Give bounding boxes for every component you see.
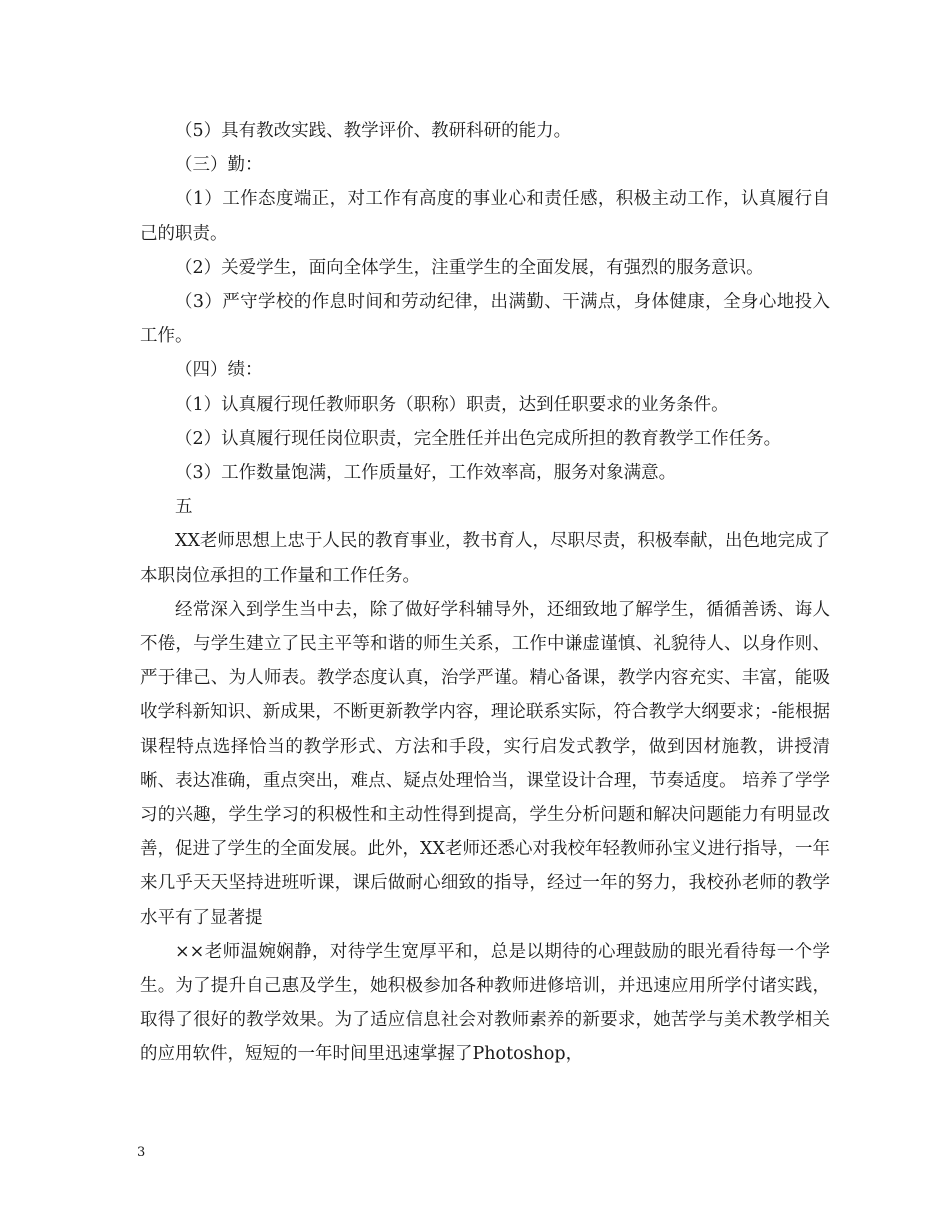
paragraph-performance-2: （2）认真履行现任岗位职责，完全胜任并出色完成所担的教育教学工作任务。 (175, 428, 782, 449)
heading-performance: （四）绩： (175, 360, 263, 381)
page-number: 3 (137, 1145, 146, 1160)
paragraph-performance-3: （3）工作数量饱满，工作质量好，工作效率高，服务对象满意。 (175, 463, 677, 484)
document-body (140, 114, 830, 1072)
paragraph-diligence-3: （3）严守学校的作息时间和劳动纪律，出满勤、干满点，身体健康，全身心地投入工作。 (140, 292, 830, 347)
paragraph-performance-1: （1）认真履行现任教师职务（职称）职责，达到任职要求的业务条件。 (175, 394, 729, 415)
paragraph-diligence-2: （2）关爱学生，面向全体学生，注重学生的全面发展，有强烈的服务意识。 (175, 257, 764, 278)
heading-diligence: （三）勤： (175, 155, 263, 176)
paragraph-evaluation-teaching: 经常深入到学生当中去，除了做好学科辅导外，还细致地了解学生，循循善诱、诲人不倦，与学生建立了民主平等和谐的师生关系，工作中谦虚谨慎、礼貌待人、以身作则、严于律己、为人师表。教学态度认真，治学严谨。精心备课，教学内容充实、丰富，能吸收学科新知识、新成果，不断更新教学内容，理论联系实际，符合教学大纲要求；-能根据课程特点选择恰当的教学形式、方法和手段，实行启发式教学，做到因材施教，讲授清晰、表达准确，重点突出，难点、疑点处理恰当，课堂设计合理，节奏适度。 培养了学学习的兴趣，学生学习的积极性和主动性得到提高，学生分析问题和解决问题能力有明显改善，促进了学生的全面发展。此外，XX老师还悉心对我校年轻教师孙宝义进行指导，一年来几乎天天坚持进班听课，课后做耐心细致的指导，经过一年的努力，我校孙老师的教学水平有了显著提 (140, 599, 830, 928)
paragraph-diligence-1: （1）工作态度端正，对工作有高度的事业心和责任感，积极主动工作，认真履行自己的职责。 (140, 189, 830, 244)
paragraph-evaluation-second-teacher: ××老师温婉娴静，对待学生宽厚平和，总是以期待的心理鼓励的眼光看待每一个学生。为了提升自己惠及学生，她积极参加各种教师进修培训，并迅速应用所学付诸实践，取得了很好的教学效果。为了适应信息社会对教师素养的新要求，她苦学与美术教学相关的应用软件，短短的一年时间里迅速掌握了Photoshop， (140, 941, 830, 1065)
section-five-heading: 五 (175, 497, 193, 518)
paragraph-ability-5: （5）具有教改实践、教学评价、教研科研的能力。 (175, 121, 572, 141)
paragraph-evaluation-intro: XX老师思想上忠于人民的教育事业，教书育人，尽职尽责，积极奉献，出色地完成了本职岗位承担的工作量和工作任务。 (140, 531, 830, 586)
